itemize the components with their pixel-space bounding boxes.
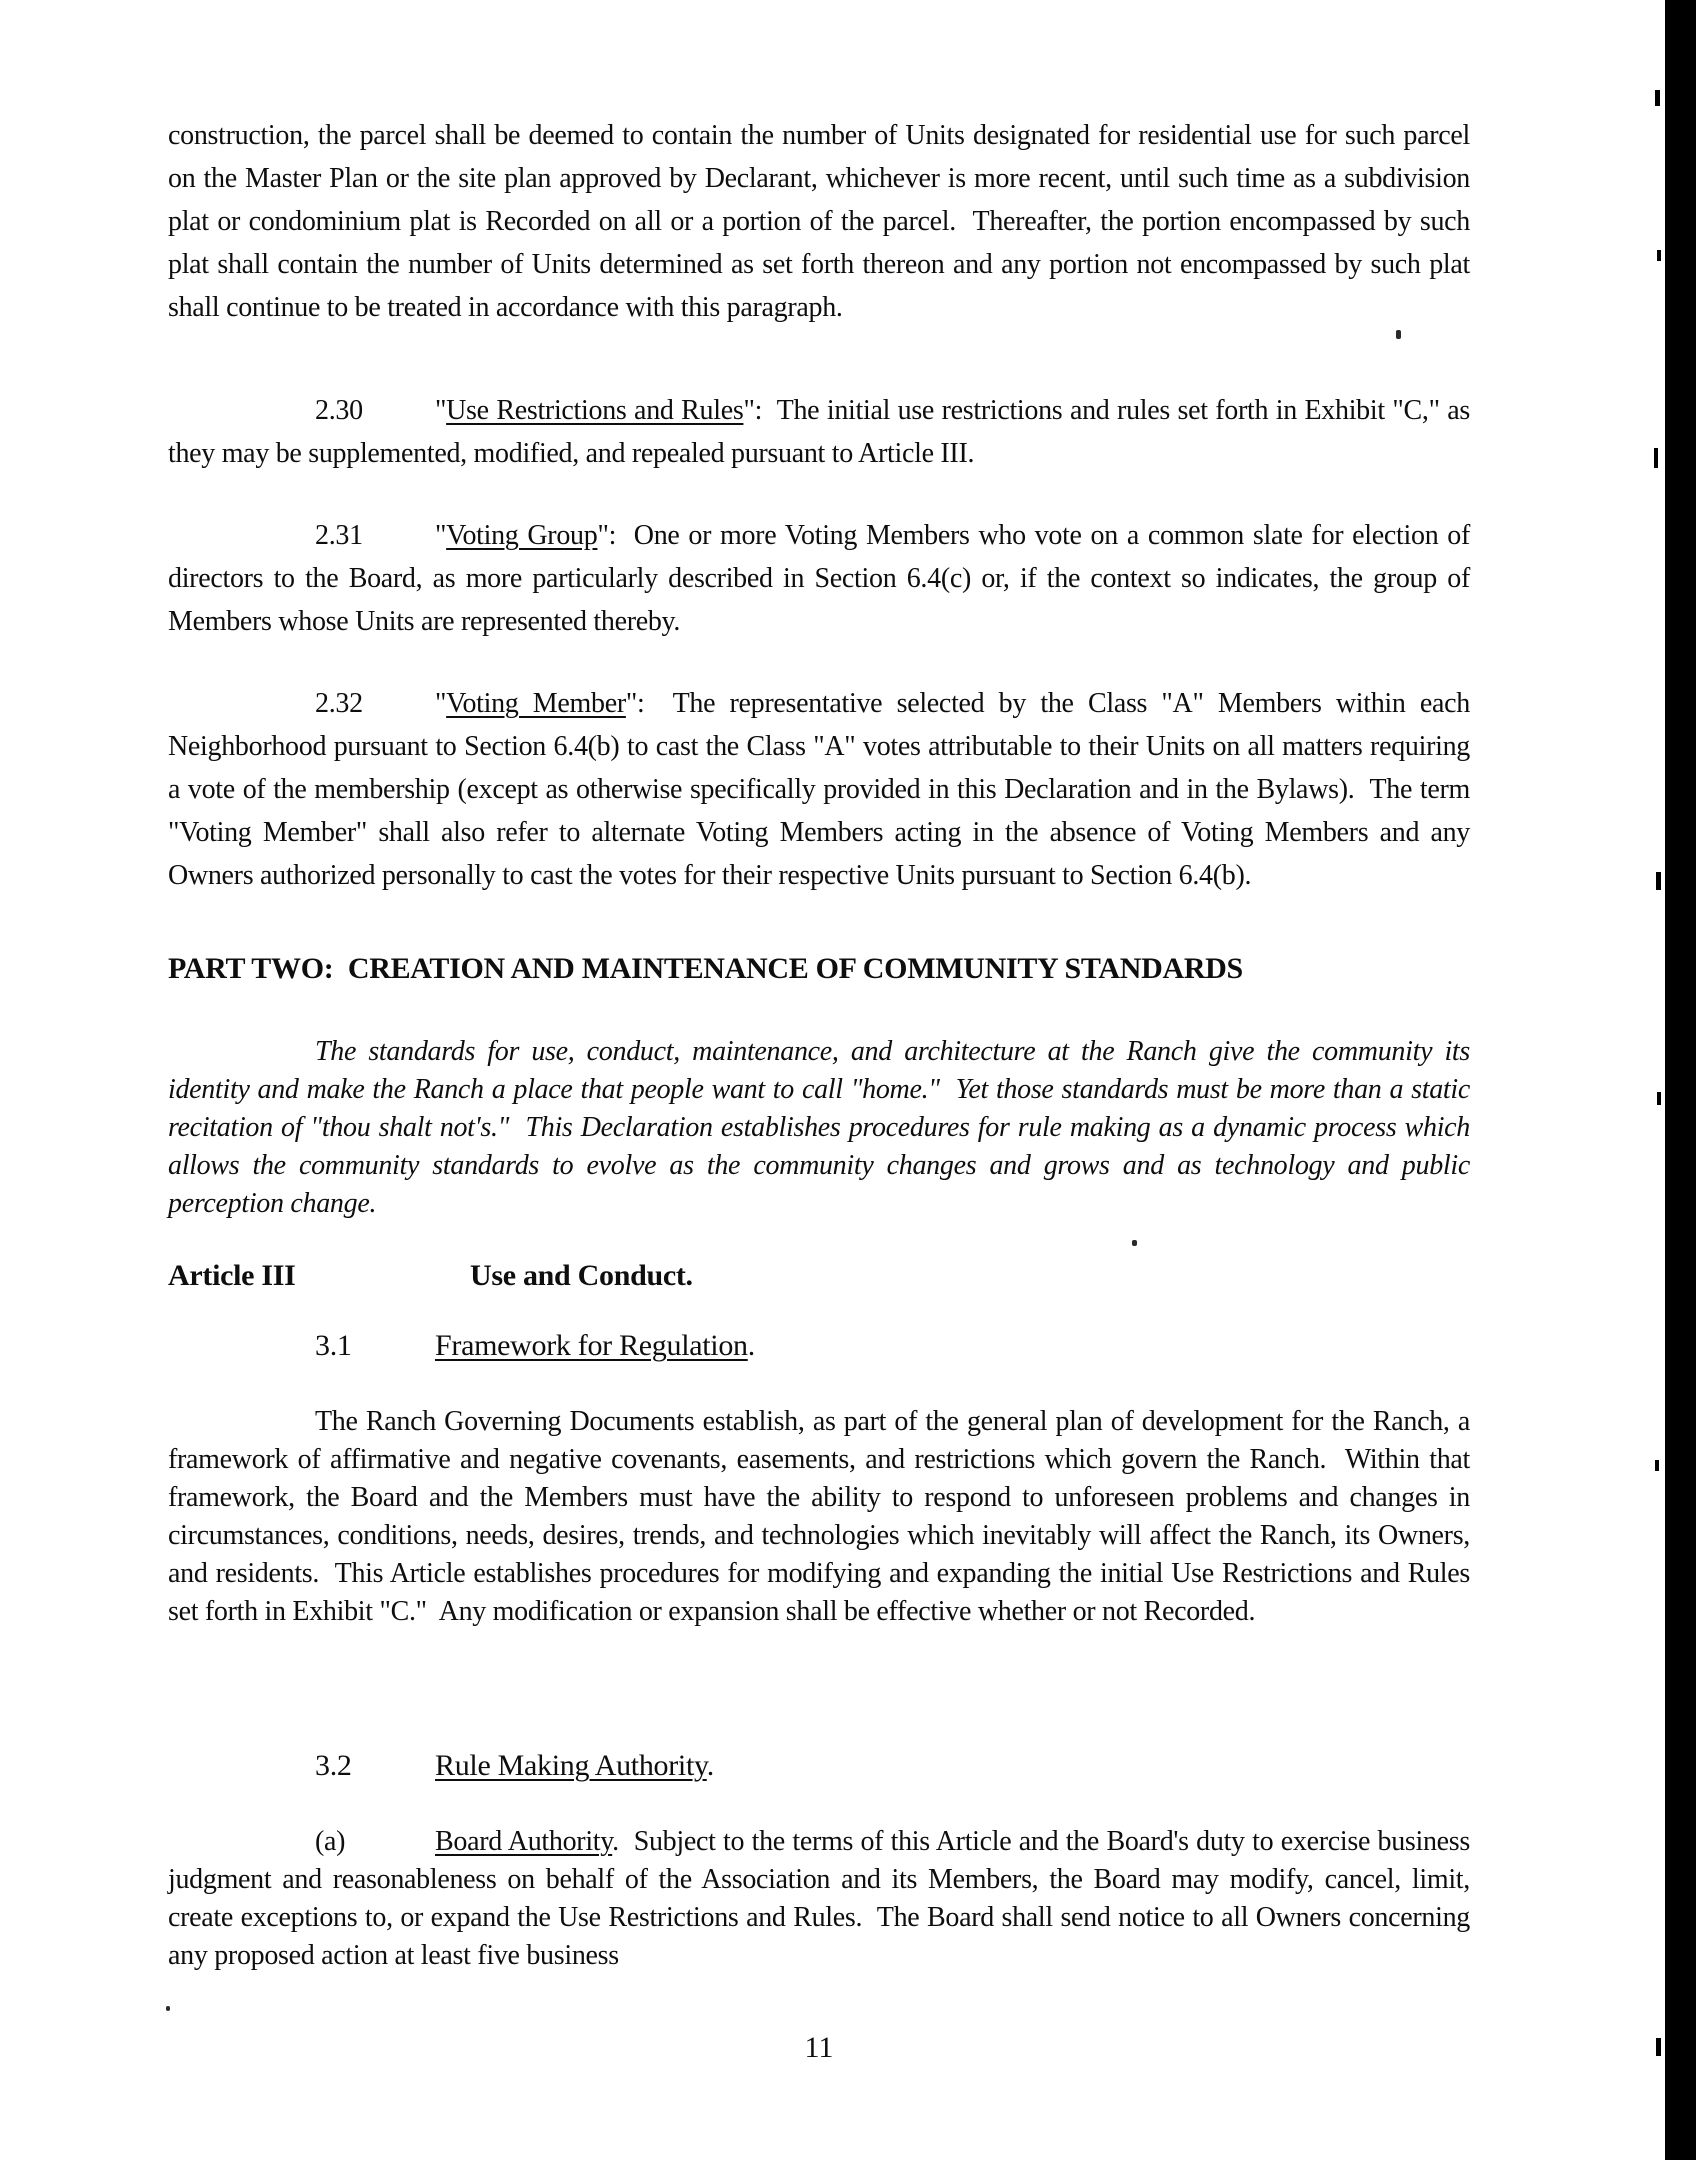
section-text: ": One or more Voting Members who vote on a common slate for election of directors to the Board, as more particularly described in Section 6.4(c) or, if the context so indicates, the group of Members whose Units are represented thereby. [168,520,1470,637]
scan-artifact-dot [1132,1240,1137,1246]
section-title: Rule Making Authority [435,1749,707,1782]
section-3-2-heading [168,1747,1617,1785]
section-2-30 [168,389,1470,475]
subsection-title: Board Authority [435,1826,613,1857]
scan-speck [1654,448,1658,468]
period: . [747,1329,755,1362]
open-quote: " [435,395,447,426]
intro-italic-paragraph: The standards for use, conduct, maintenance, and architecture at the Ranch give the community its identity and make the Ranch a place that people want to call "home." Yet those standards must be more than a static recitation of "thou shalt not's." This Declaration establishes procedures for rule making as a dynamic process which allows the community standards to evolve as the community changes and grows and as technology and public perception change. [168,1036,1470,1219]
section-number: 2.31 [315,520,363,551]
section-2-31 [168,514,1470,643]
scan-speck [1657,250,1661,261]
section-number: 3.1 [315,1329,352,1362]
part-two-heading: PART TWO: CREATION AND MAINTENANCE OF COMMUNITY STANDARDS [168,952,1243,985]
section-3-1-heading [168,1327,1617,1365]
scan-speck [1657,1092,1661,1105]
scan-speck [1656,872,1661,890]
section-3-1-body: The Ranch Governing Documents establish, as part of the general plan of development for the Ranch, a framework of affirmative and negative covenants, easements, and restrictions which govern the Ranch. Within that framework, the Board and the Members must have the ability to respond to unforeseen problems and changes in circumstances, conditions, needs, desires, trends, and technologies which inevitably will affect the Ranch, its Owners, and residents. This Article establishes procedures for modifying and expanding the initial Use Restrictions and Rules set forth in Exhibit "C." Any modification or expansion shall be effective whether or not Recorded. [168,1406,1470,1627]
defined-term: Voting Member [446,688,626,719]
article-label: Article III [168,1259,296,1292]
defined-term: Use Restrictions and Rules [446,395,744,426]
section-text: ": The initial use restrictions and rules set forth in Exhibit "C," as they may be supplemented, modified, and repealed pursuant to Article III. [168,395,1471,469]
article-iii-heading [168,1257,1470,1295]
scan-edge-band [1665,0,1696,2160]
scan-artifact-dot [1396,330,1401,339]
scan-speck [1655,90,1660,106]
article-title: Use and Conduct. [470,1259,693,1292]
scan-speck [1655,1460,1659,1471]
subsection-letter: (a) [315,1826,346,1857]
scan-artifact-dot [166,2006,170,2011]
section-number: 2.30 [315,395,363,426]
period: . [706,1749,714,1782]
section-number: 2.32 [315,688,363,719]
paragraph-continuation: construction, the parcel shall be deemed to contain the number of Units designated for residential use for such parcel on the Master Plan or the site plan approved by Declarant, whichever is more recent, until such time as a subdivision plat or condominium plat is Recorded on all or a portion of the parcel. Thereafter, the portion encompassed by such plat shall contain the number of Units determined as set forth thereon and any portion not encompassed by such plat shall continue to be treated in accordance with this paragraph. [168,120,1470,323]
section-title: Framework for Regulation [435,1329,748,1362]
page-number: 11 [804,2031,834,2064]
scan-speck [1656,2038,1661,2056]
defined-term: Voting Group [446,520,598,551]
open-quote: " [435,688,447,719]
open-quote: " [435,520,447,551]
section-text: ": The representative selected by the Class "A" Members within each Neighborhood pursuant to Section 6.4(b) to cast the Class "A" votes attributable to their Units on all matters requiring a vote of the membership (except as otherwise specifically provided in this Declaration and in the Bylaws). The term "Voting Member" shall also refer to alternate Voting Members acting in the absence of Voting Members and any Owners authorized personally to cast the votes for their respective Units pursuant to Section 6.4(b). [168,688,1470,891]
subsection-text: . Subject to the terms of this Article and the Board's duty to exercise business judgment and reasonableness on behalf of the Association and its Members, the Board may modify, cancel, limit, create exceptions to, or expand the Use Restrictions and Rules. The Board shall send notice to all Owners concerning any proposed action at least five business [168,1826,1470,1971]
section-2-32 [168,682,1470,897]
section-number: 3.2 [315,1749,352,1782]
section-3-2-a [168,1823,1470,1975]
